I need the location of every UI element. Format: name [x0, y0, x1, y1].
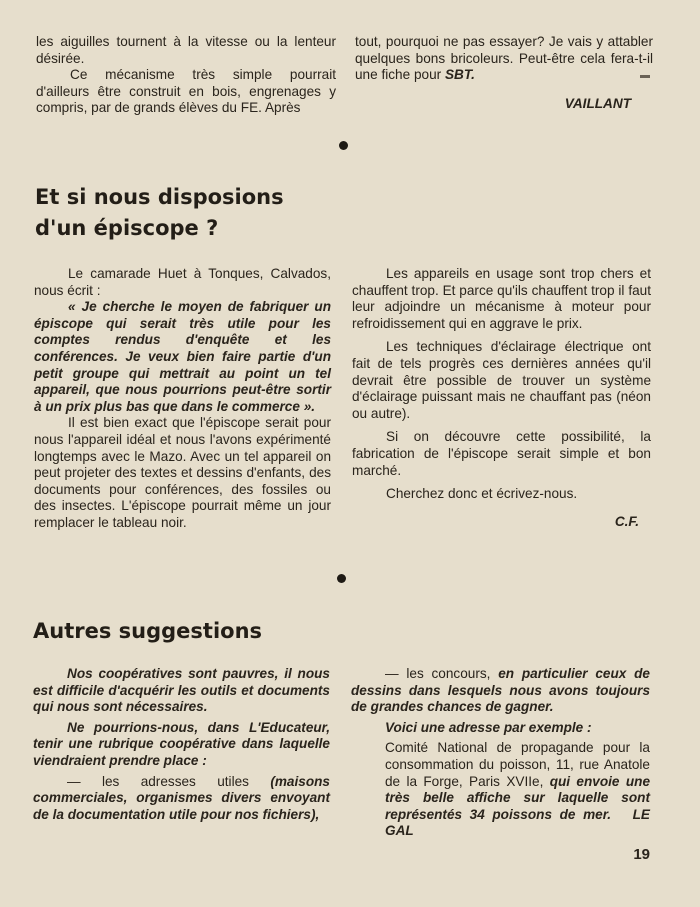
section-title: Et si nous disposions d'un épiscope ?	[35, 185, 284, 240]
paragraph: les aiguilles tournent à la vitesse ou la lenteur désirée.	[36, 34, 336, 66]
paragraph: Nos coopératives sont pauvres, il nous est difficile d'acquérir les outils et documents qui nous sont nécessaires.	[33, 666, 330, 715]
section-separator-dot	[339, 141, 348, 150]
quote: « Je cherche le moyen de fabriquer un épiscope qui serait très utile pour les comptes rendus d'enquête et les conférences. Je veux bien faire partie d'un petit groupe qui mettrait au point un tel appareil, que nous pourrions peut-être sortir à un prix plus bas que dans le commerce ».	[34, 299, 331, 414]
suggestions-left-column	[33, 666, 330, 823]
top-right-column	[355, 34, 653, 112]
paragraph: Ne pourrions-nous, dans L'Educateur, tenir une rubrique coopérative dans laquelle viendraient prendre place :	[33, 719, 330, 768]
page-number: 19	[633, 846, 650, 863]
paragraph: Le camarade Huet à Tonques, Calvados, nous écrit :	[34, 266, 331, 298]
section-separator-dot	[337, 574, 346, 583]
paragraph: — les adresses utiles (maisons commerciales, organismes divers envoyant de la documentation utile pour nos fichiers),	[33, 773, 330, 822]
top-left-column	[36, 34, 336, 117]
signature: VAILLANT	[564, 95, 631, 111]
paragraph: Si on découvre cette possibilité, la fabrication de l'épiscope serait simple et bon marché.	[352, 429, 651, 478]
episcope-right-column	[352, 266, 651, 530]
paragraph: Il est bien exact que l'épiscope serait pour nous l'appareil idéal et nous l'avons expérimenté longtemps avec le Mazo. Avec un tel appareil on peut projeter des textes et dessins d'enfants, des documents pour conférences, des fossiles ou des insectes. L'épiscope pourrait même un jour remplacer le tableau noir.	[34, 415, 331, 530]
signature: C.F.	[614, 513, 639, 529]
paragraph: Voici une adresse par exemple :	[385, 719, 592, 735]
episcope-left-column	[34, 266, 331, 532]
paragraph: Les techniques d'éclairage électrique ont fait de tels progrès ces dernières années qu'il devrait être possible de trouver un système d'éclairage puissant mais ne chauffant pas (néon ou autre).	[352, 339, 651, 421]
paragraph: Cherchez donc et écrivez-nous.	[386, 486, 578, 502]
signature: LE GAL	[385, 806, 650, 839]
paragraph: tout, pourquoi ne pas essayer? Je vais y attabler quelques bons bricoleurs. Peut-être cela fera-t-il une fiche pour SBT.	[355, 34, 653, 83]
suggestions-right-column	[351, 666, 650, 840]
ink-mark	[640, 75, 650, 78]
paragraph: Comité National de propagande pour la consommation du poisson, 11, rue Anatole de la Forge, Paris XVIIe, qui envoie une très belle affiche sur laquelle sont représentés 34 poissons de mer. LE GAL	[385, 740, 651, 839]
paragraph: Les appareils en usage sont trop chers et chauffent trop. Et parce qu'ils chauffent trop il faut leur adjoindre un mécanisme à moteur pour refroidissement qui en aggrave le prix.	[352, 266, 651, 331]
paragraph: Ce mécanisme très simple pourrait d'ailleurs être construit en bois, engrenages y compris, par de grands élèves du FE. Après	[36, 67, 336, 116]
paragraph: — les concours, en particulier ceux de dessins dans lesquels nous avons toujours de grandes chances de gagner.	[351, 666, 650, 715]
section-title: Autres suggestions	[33, 619, 263, 643]
